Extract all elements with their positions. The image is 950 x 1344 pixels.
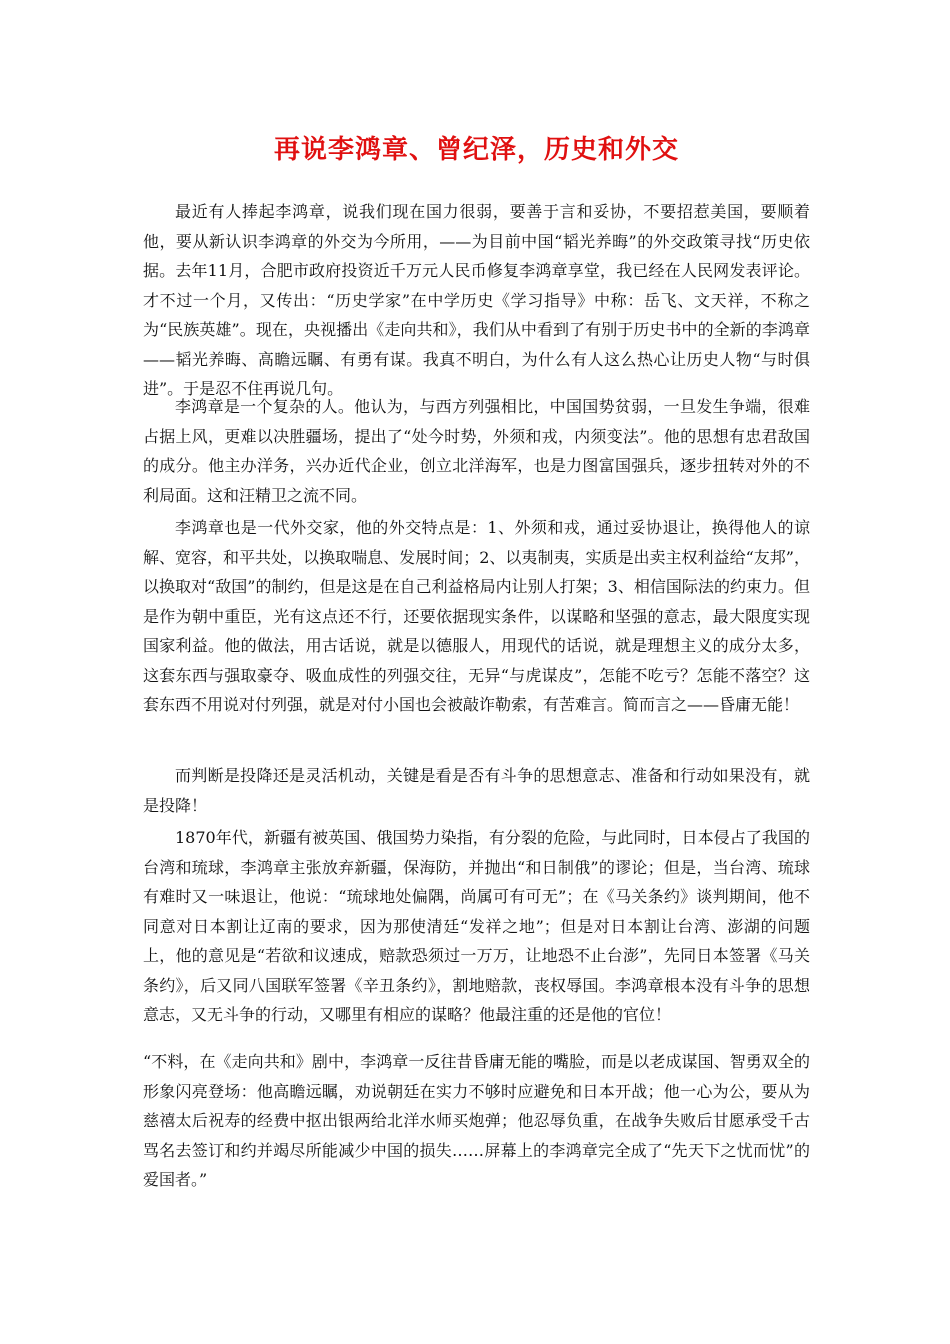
paragraph-intro: 最近有人捧起李鸿章，说我们现在国力很弱，要善于言和妥协，不要招惹美国，要顺着他，要从新认识李鸿章的外交为今所用，——为目前中国“韬光养晦”的外交政策寻找“历史依据。去年11月，合肥市政府投资近千万元人民币修复李鸿章享堂，我已经在人民网发表评论。才不过一个月，又传出：“历史学家”在中学历史《学习指导》中称：岳飞、文天祥，不称之为“民族英雄”。现在，央视播出《走向共和》，我们从中看到了有别于历史书中的全新的李鸿章——韬光养晦、高瞻远瞩、有勇有谋。我真不明白，为什么有人这么热心让历史人物“与时俱进”。于是忍不住再说几句。	[143, 202, 810, 398]
document-title: 再说李鸿章、曾纪泽，历史和外交	[273, 135, 679, 165]
paragraph-li-complex-person: 李鸿章是一个复杂的人。他认为，与西方列强相比，中国国势贫弱，一旦发生争端，很难占据上风，更难以决胜疆场，提出了“处今时势，外须和戎，内须变法”。他的思想有忠君敌国的成分。他主办洋务，兴办近代企业，创立北洋海军，也是力图富国强兵，逐步扭转对外的不利局面。这和汪精卫之流不同。	[143, 397, 810, 505]
paragraph-surrender-judgment: 而判断是投降还是灵活机动，关键是看是否有斗争的思想意志、准备和行动如果没有，就是投降！	[143, 766, 810, 815]
paragraph-li-diplomacy: 李鸿章也是一代外交家，他的外交特点是：1、外须和戎，通过妥协退让，换得他人的谅解、宽容，和平共处，以换取喘息、发展时间；2、以夷制夷，实质是出卖主权利益给“友邦”，以换取对“敌国”的制约，但是这是在自己利益格局内让别人打架；3、相信国际法的约束力。但是作为朝中重臣，光有这点还不行，还要依据现实条件，以谋略和坚强的意志，最大限度实现国家利益。他的做法，用古话说，就是以德服人，用现代的话说，就是理想主义的成分太多，这套东西与强取豪夺、吸血成性的列强交往，无异“与虎谋皮”，怎能不吃亏？怎能不落空？这套东西不用说对付列强，就是对付小国也会被敲诈勒索，有苦难言。简而言之——昏庸无能！	[143, 518, 810, 714]
paragraph-tv-series-quote: “不料，在《走向共和》剧中，李鸿章一反往昔昏庸无能的嘴脸，而是以老成谋国、智勇双全的形象闪亮登场：他高瞻远瞩，劝说朝廷在实力不够时应避免和日本开战；他一心为公，要从为慈禧太后祝寿的经费中抠出银两给北洋水师买炮弹；他忍辱负重，在战争失败后甘愿承受千古骂名去签订和约并竭尽所能减少中国的损失……屏幕上的李鸿章完全成了“先天下之忧而忧”的爱国者。”	[143, 1052, 810, 1189]
paragraph-1870s: 1870年代，新疆有被英国、俄国势力染指，有分裂的危险，与此同时，日本侵占了我国的台湾和琉球，李鸿章主张放弃新疆，保海防，并抛出“和日制俄”的谬论；但是，当台湾、琉球有难时又一味退让，他说：“琉球地处偏隅，尚属可有可无”；在《马关条约》谈判期间，他不同意对日本割让辽南的要求，因为那使清廷“发祥之地”；但是对日本割让台湾、澎湖的问题上，他的意见是“若欲和议速成，赔款恐须过一万万，让地恐不止台澎”，先同日本签署《马关条约》，后又同八国联军签署《辛丑条约》，割地赔款，丧权辱国。李鸿章根本没有斗争的思想意志，又无斗争的行动，又哪里有相应的谋略？他最注重的还是他的官位！	[143, 828, 810, 1024]
